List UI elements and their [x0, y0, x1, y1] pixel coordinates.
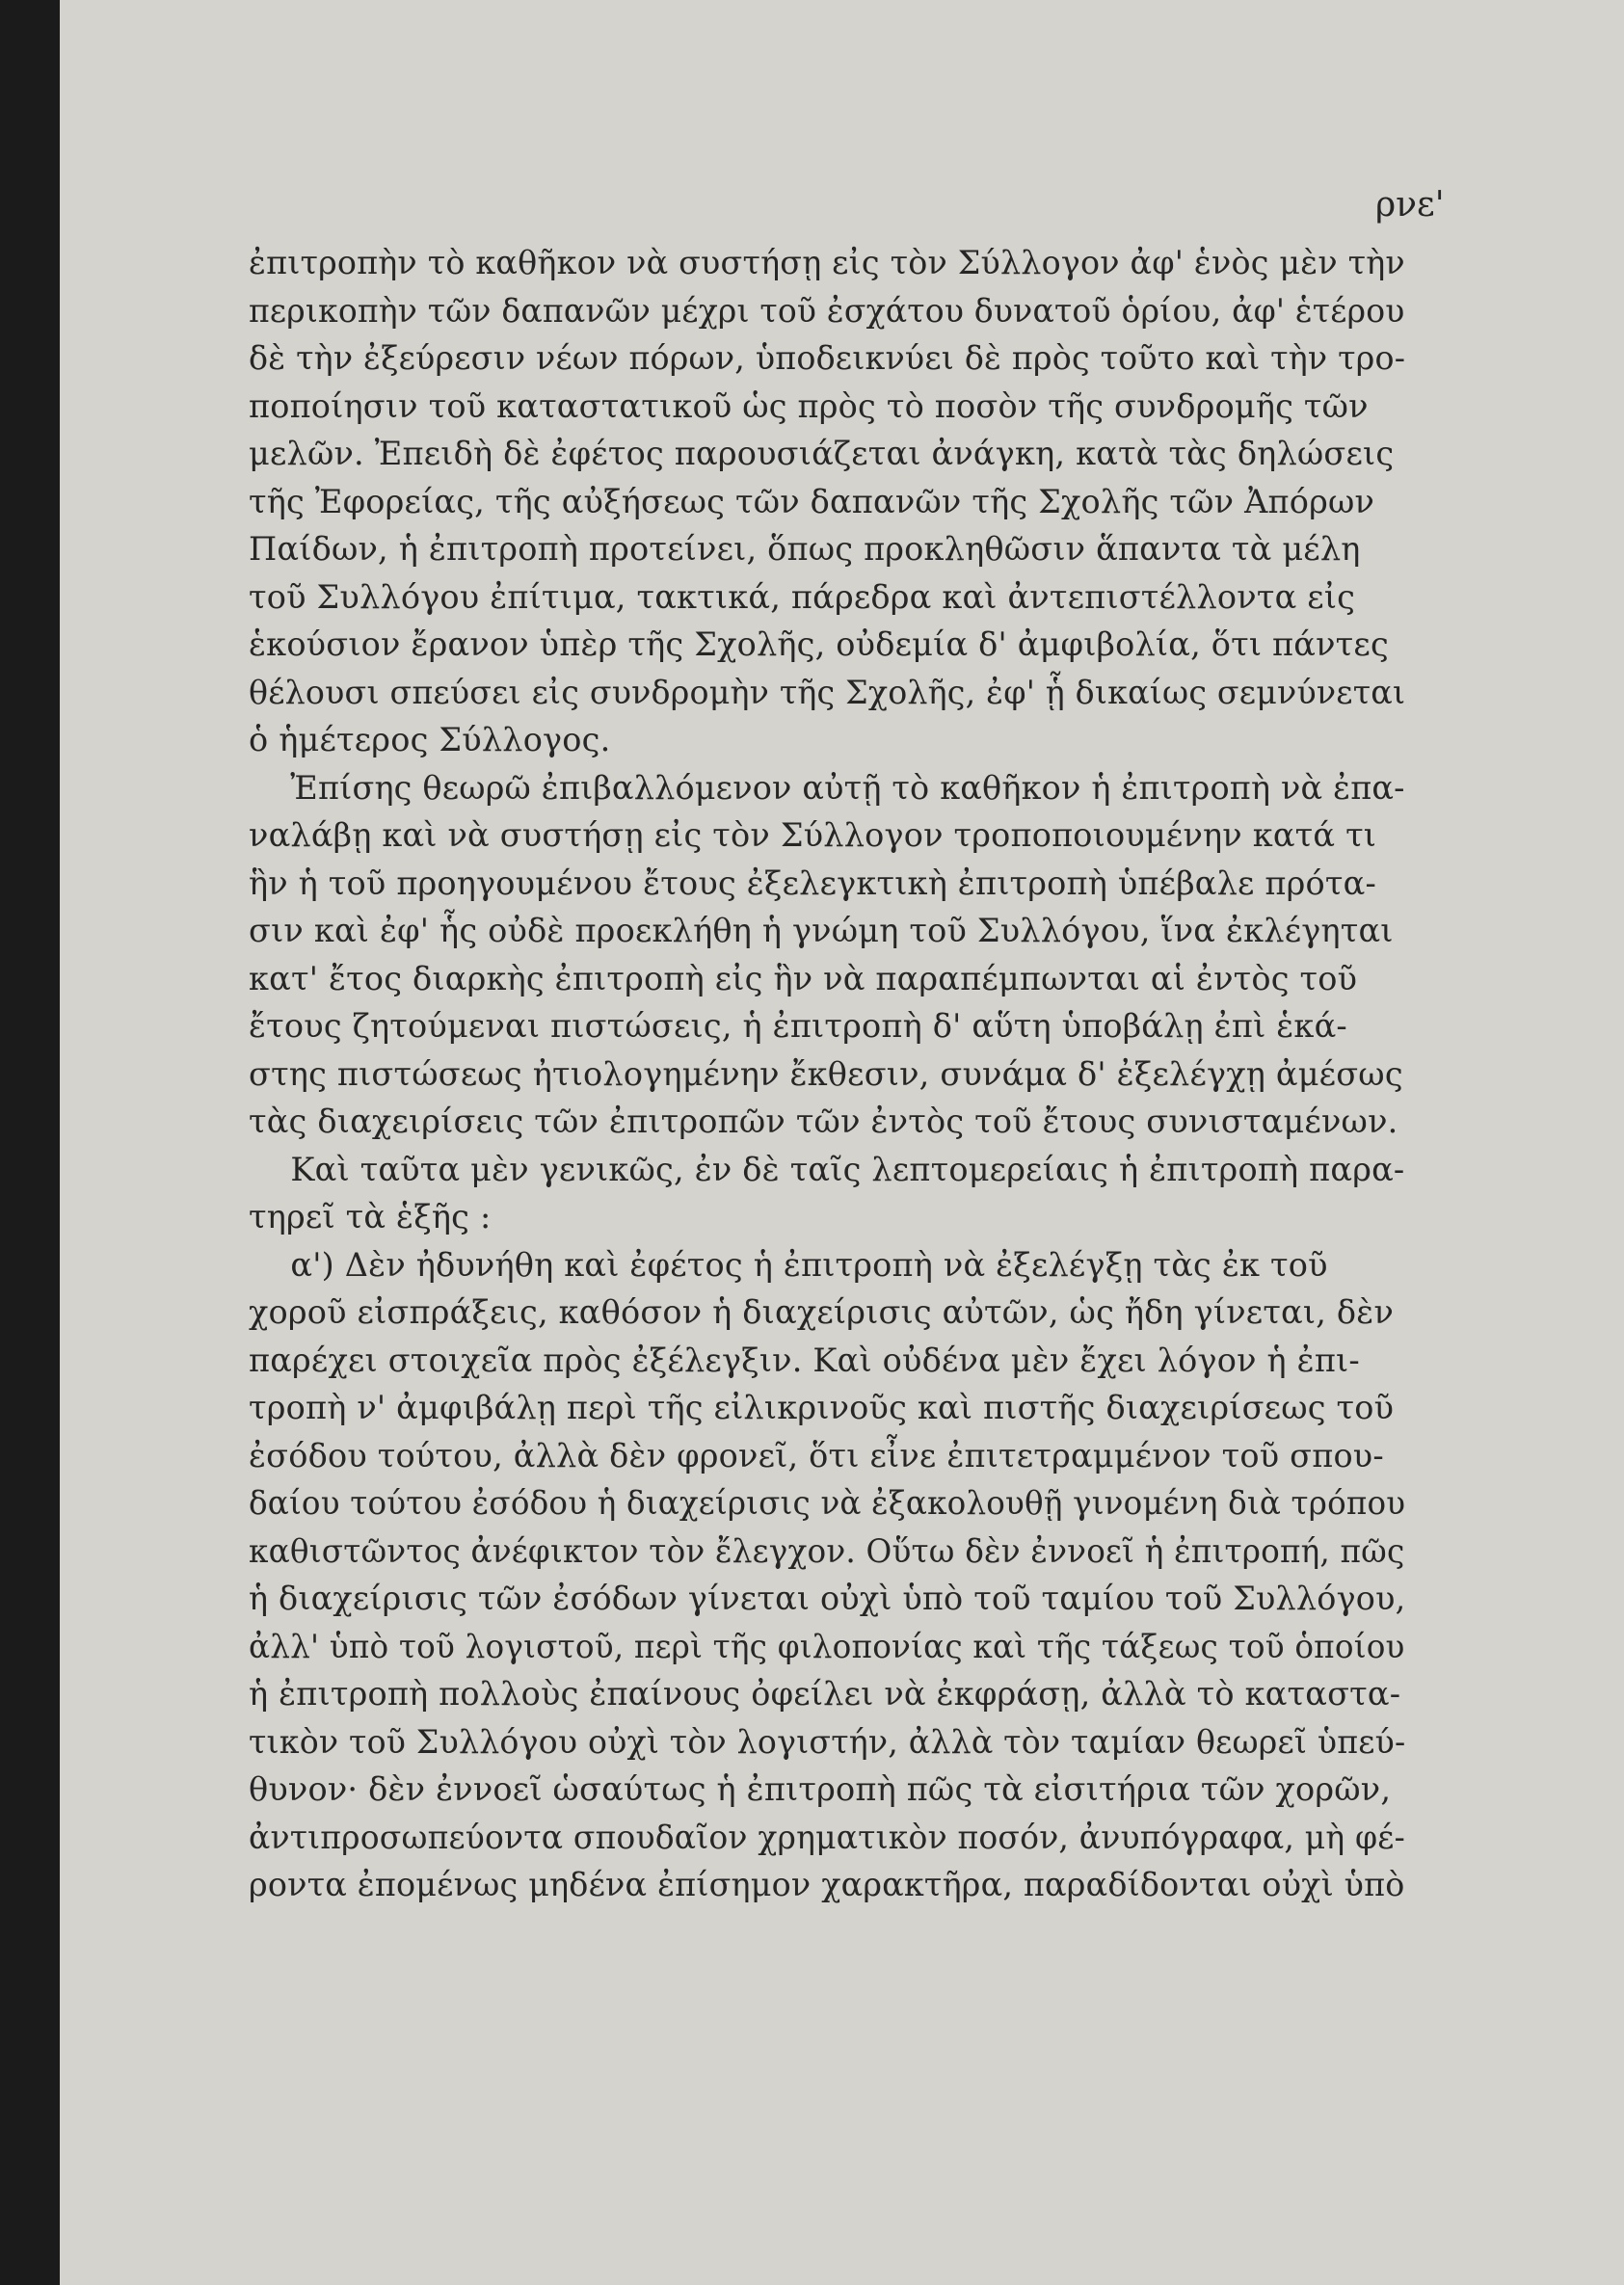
text-line: στης πιστώσεως ἠτιολογημένην ἔκθεσιν, συνάμα δ' ἐξελέγχῃ ἀμέσως [249, 1054, 1403, 1093]
text-line: ἐσόδου τούτου, ἀλλὰ δὲν φρονεῖ, ὅτι εἶνε ἐπιτετραμμένον τοῦ σπου- [249, 1436, 1384, 1475]
body-text [249, 239, 1405, 1909]
text-line: Παίδων, ἡ ἐπιτροπὴ προτείνει, ὅπως προκληθῶσιν ἅπαντα τὰ μέλη [249, 530, 1361, 568]
text-line: ἐπιτροπὴν τὸ καθῆκον νὰ συστήσῃ εἰς τὸν Σύλλογον ἀφ' ἑνὸς μὲν τὴν [249, 244, 1405, 281]
text-line: θυνον· δὲν ἐννοεῖ ὡσαύτως ἡ ἐπιτροπὴ πῶς τὰ εἰσιτήρια τῶν χορῶν, [249, 1770, 1392, 1808]
text-line: ἣν ἡ τοῦ προηγουμένου ἔτους ἐξελεγκτικὴ ἐπιτροπὴ ὑπέβαλε πρότα- [249, 864, 1376, 902]
text-line: θέλουσι σπεύσει εἰς συνδρομὴν τῆς Σχολῆς, ἐφ' ᾗ δικαίως σεμνύνεται [249, 673, 1406, 711]
text-line: ἀντιπροσωπεύοντα σπουδαῖον χρηματικὸν ποσόν, ἀνυπόγραφα, μὴ φέ- [249, 1818, 1405, 1856]
text-line: Καὶ ταῦτα μὲν γενικῶς, ἐν δὲ ταῖς λεπτομερείαις ἡ ἐπιτροπὴ παρα- [249, 1150, 1405, 1188]
text-line: α') Δὲν ἠδυνήθη καὶ ἐφέτος ἡ ἐπιτροπὴ νὰ ἐξελέγξῃ τὰς ἐκ τοῦ [249, 1245, 1328, 1284]
text-line: δὲ τὴν ἐξεύρεσιν νέων πόρων, ὑποδεικνύει δὲ πρὸς τοῦτο καὶ τὴν τρο- [249, 339, 1406, 377]
text-line: τικὸν τοῦ Συλλόγου οὐχὶ τὸν λογιστήν, ἀλλὰ τὸν ταμίαν θεωρεῖ ὑπεύ- [249, 1722, 1406, 1761]
text-line: μελῶν. Ἐπειδὴ δὲ ἐφέτος παρουσιάζεται ἀνάγκη, κατὰ τὰς δηλώσεις [249, 435, 1395, 472]
text-line: ροντα ἐπομένως μηδένα ἐπίσημον χαρακτῆρα, παραδίδονται οὐχὶ ὑπὸ [249, 1866, 1405, 1903]
text-line: τροπὴ ν' ἀμφιβάλῃ περὶ τῆς εἰλικρινοῦς καὶ πιστῆς διαχειρίσεως τοῦ [249, 1389, 1395, 1426]
text-line: τὰς διαχειρίσεις τῶν ἐπιτροπῶν τῶν ἐντὸς τοῦ ἔτους συνισταμένων. [249, 1103, 1398, 1140]
text-line: Ἐπίσης θεωρῶ ἐπιβαλλόμενον αὐτῇ τὸ καθῆκον ἡ ἐπιτροπὴ νὰ ἐπα- [249, 768, 1405, 807]
text-line: τηρεῖ τὰ ἑξῆς : [249, 1198, 492, 1235]
text-line: σιν καὶ ἐφ' ἧς οὐδὲ προεκλήθη ἡ γνώμη τοῦ Συλλόγου, ἵνα ἐκλέγηται [249, 912, 1394, 949]
text-line: ἑκούσιον ἔρανον ὑπὲρ τῆς Σχολῆς, οὐδεμία δ' ἀμφιβολία, ὅτι πάντες [249, 625, 1389, 663]
text-line: κατ' ἔτος διαρκὴς ἐπιτροπὴ εἰς ἣν νὰ παραπέμπωνται αἱ ἐντὸς τοῦ [249, 959, 1358, 997]
text-line: ὁ ἡμέτερος Σύλλογος. [249, 721, 611, 758]
text-line: δαίου τούτου ἐσόδου ἡ διαχείρισις νὰ ἐξακολουθῇ γινομένη διὰ τρόπου [249, 1484, 1406, 1522]
text-line: καθιστῶντος ἀνέφικτον τὸν ἔλεγχον. Οὕτω δὲν ἐννοεῖ ἡ ἐπιτροπή, πῶς [249, 1531, 1405, 1570]
text-line: παρέχει στοιχεῖα πρὸς ἐξέλεγξιν. Καὶ οὐδένα μὲν ἔχει λόγον ἡ ἐπι- [249, 1341, 1360, 1379]
text-line: ναλάβῃ καὶ νὰ συστήσῃ εἰς τὸν Σύλλογον τροποποιουμένην κατά τι [249, 816, 1377, 854]
text-line: ἔτους ζητούμεναι πιστώσεις, ἡ ἐπιτροπὴ δ' αὕτη ὑποβάλῃ ἐπὶ ἑκά- [249, 1007, 1347, 1045]
text-line: ποποίησιν τοῦ καταστατικοῦ ὡς πρὸς τὸ ποσὸν τῆς συνδρομῆς τῶν [249, 386, 1369, 425]
text-line: χοροῦ εἰσπράξεις, καθόσον ἡ διαχείρισις αὐτῶν, ὡς ἤδη γίνεται, δὲν [249, 1293, 1395, 1331]
text-line: ἡ διαχείρισις τῶν ἐσόδων γίνεται οὐχὶ ὑπὸ τοῦ ταμίου τοῦ Συλλόγου, [249, 1580, 1406, 1617]
book-binding-edge [0, 0, 60, 2285]
text-line: τοῦ Συλλόγου ἐπίτιμα, τακτικά, πάρεδρα καὶ ἀντεπιστέλλοντα εἰς [249, 577, 1356, 616]
page-number: ρνε' [1375, 185, 1445, 225]
text-line: ἀλλ' ὑπὸ τοῦ λογιστοῦ, περὶ τῆς φιλοπονίας καὶ τῆς τάξεως τοῦ ὁποίου [249, 1627, 1405, 1665]
text-line: τῆς Ἐφορείας, τῆς αὐξήσεως τῶν δαπανῶν τῆς Σχολῆς τῶν Ἀπόρων [249, 482, 1375, 520]
text-line: περικοπὴν τῶν δαπανῶν μέχρι τοῦ ἐσχάτου δυνατοῦ ὁρίου, ἀφ' ἑτέρου [249, 291, 1405, 330]
text-line: ἡ ἐπιτροπὴ πολλοὺς ἐπαίνους ὀφείλει νὰ ἐκφράσῃ, ἀλλὰ τὸ καταστα- [249, 1675, 1401, 1713]
